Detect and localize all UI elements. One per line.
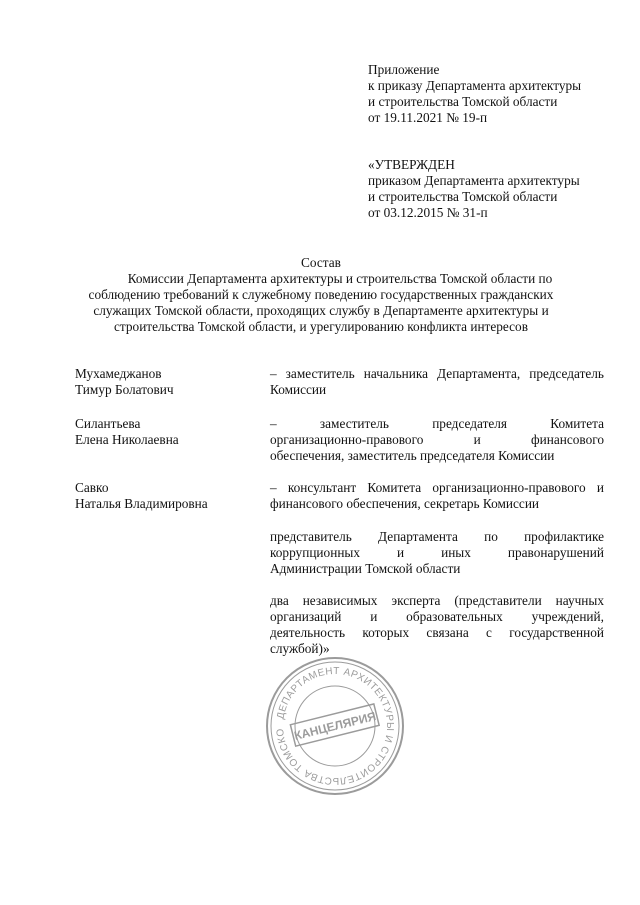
- role-line: представитель Департамента по профилактике: [270, 529, 604, 544]
- annex-line: от 19.11.2021 № 19-п: [368, 110, 488, 125]
- annex-line: к приказу Департамента архитектуры: [368, 78, 582, 93]
- role-line: службой)»: [270, 641, 330, 656]
- office-stamp: [262, 653, 408, 799]
- role-line: – заместитель начальника Департамента, председатель: [270, 366, 604, 381]
- title-heading: Состав: [301, 255, 341, 270]
- approved-line: «УТВЕРЖДЕН: [368, 157, 455, 172]
- member-name: [75, 480, 208, 512]
- approved-line: от 03.12.2015 № 31-п: [368, 205, 488, 220]
- experts-entry: [270, 593, 604, 657]
- role-line: два независимых эксперта (представители научных: [270, 593, 604, 608]
- member-role: [270, 416, 604, 464]
- role-line: финансового обеспечения, секретарь Комиссии: [270, 496, 540, 511]
- title-line: соблюдению требований к служебному поведению государственных гражданских: [88, 287, 554, 302]
- member-name: [75, 366, 174, 398]
- role-line: – заместитель председателя Комитета: [270, 416, 604, 431]
- role-line: – консультант Комитета организационно-правового и: [270, 480, 604, 495]
- role-line: Администрации Томской области: [270, 561, 461, 576]
- member-role: [270, 480, 604, 512]
- representative-entry: [270, 529, 604, 577]
- title-line: служащих Томской области, проходящих службу в Департаменте архитектуры и: [93, 303, 549, 318]
- member-given-name: Наталья Владимировна: [75, 496, 208, 511]
- member-surname: Силантьева: [75, 416, 141, 431]
- role-line: организационно-правового и финансового: [270, 432, 604, 447]
- title-line: строительства Томской области, и урегулированию конфликта интересов: [114, 319, 528, 334]
- annex-header: [368, 62, 581, 126]
- title-line: Комиссии Департамента архитектуры и строительства Томской области по: [127, 271, 553, 286]
- annex-line: и строительства Томской области: [368, 94, 558, 109]
- member-name: [75, 416, 179, 448]
- member-given-name: Елена Николаевна: [75, 432, 179, 447]
- stamp-outer-text: ДЕПАРТАМЕНТ АРХИТЕКТУРЫ И СТРОИТЕЛЬСТВА ТОМСКО: [274, 665, 396, 787]
- approved-line: приказом Департамента архитектуры: [368, 173, 580, 188]
- member-role: [270, 366, 604, 398]
- role-line: организаций и образовательных учреждений,: [270, 609, 604, 624]
- annex-line: Приложение: [368, 62, 440, 77]
- document-title: [60, 255, 582, 335]
- member-surname: Савко: [75, 480, 109, 495]
- member-given-name: Тимур Болатович: [75, 382, 174, 397]
- role-line: деятельность которых связана с государственной: [270, 625, 604, 640]
- role-line: обеспечения, заместитель председателя Комиссии: [270, 448, 555, 463]
- role-line: коррупционных и иных правонарушений: [270, 545, 604, 560]
- member-surname: Мухамеджанов: [75, 366, 162, 381]
- role-line: Комиссии: [270, 382, 327, 397]
- stamp-graphic: [262, 653, 408, 799]
- stamp-center-text: КАНЦЕЛЯРИЯ: [292, 709, 378, 743]
- approved-line: и строительства Томской области: [368, 189, 558, 204]
- approved-header: [368, 157, 580, 221]
